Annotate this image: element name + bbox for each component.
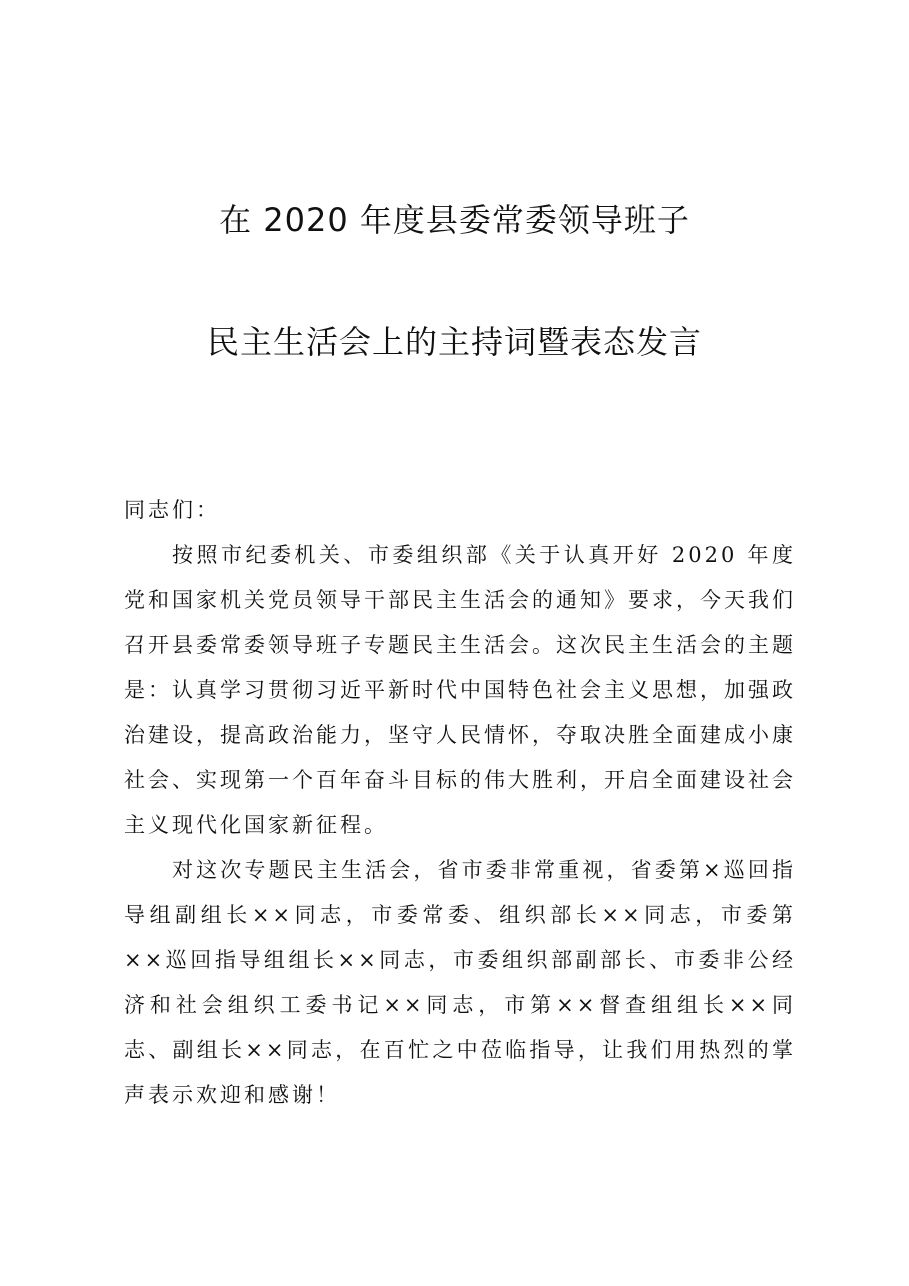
paragraph-2: 对这次专题民主生活会，省市委非常重视，省委第×巡回指导组副组长××同志，市委常委、组织部长××同志，市委第××巡回指导组组长××同志，市委组织部副部长、市委非公经济和社会组织工委书记××同志，市第××督查组组长××同志、副组长××同志，在百忙之中莅临指导，让我们用热烈的掌声表示欢迎和感谢！ (124, 858, 796, 1107)
salutation: 同志们： (124, 498, 220, 522)
document-body (124, 533, 796, 1118)
paragraph-1: 按照市纪委机关、市委组织部《关于认真开好 2020 年度党和国家机关党员领导干部民主生活会的通知》要求，今天我们召开县委常委领导班子专题民主生活会。这次民主生活会的主题是：认真学习贯彻习近平新时代中国特色社会主义思想，加强政治建设，提高政治能力，坚守人民情怀，夺取决胜全面建成小康社会、实现第一个百年奋斗目标的伟大胜利，开启全面建设社会主义现代化国家新征程。 (124, 543, 796, 837)
document-title-line-2: 民主生活会上的主持词暨表态发言 (206, 323, 702, 361)
document-title-line-1: 在 2020 年度县委常委领导班子 (219, 201, 690, 239)
